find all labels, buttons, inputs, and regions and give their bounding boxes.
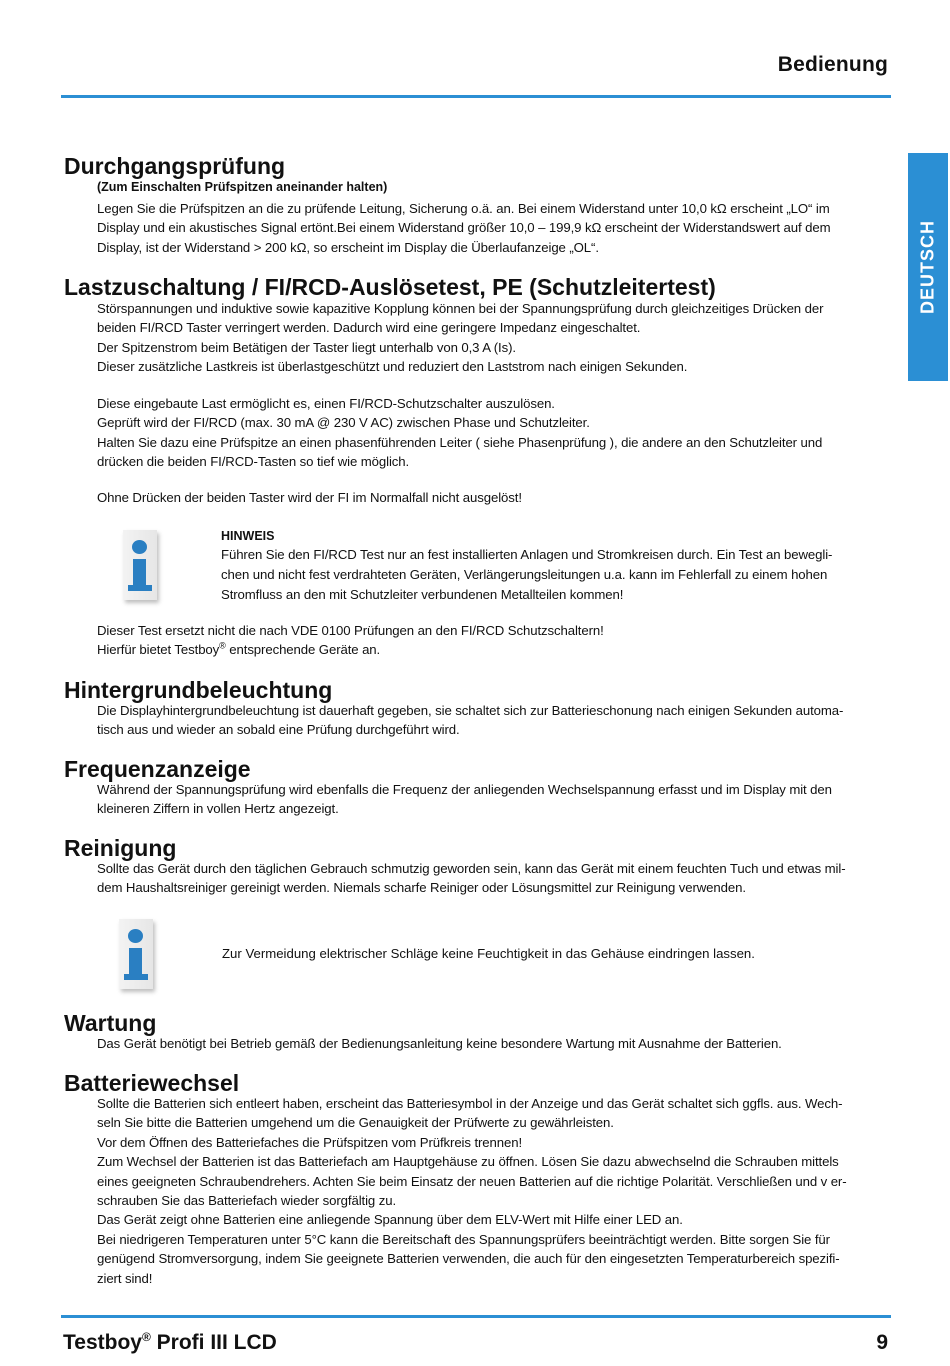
- paragraph-frequenz: Während der Spannungsprüfung wird ebenfalls die Frequenz der anliegenden Wechselspannung erfasst und im Display mit den kleineren Ziffern in vollen Hertz angezeigt.: [97, 782, 832, 817]
- footer-brand: Testboy: [63, 1331, 142, 1354]
- section-title-last: Lastzuschaltung / FI/RCD-Auslösetest, PE (Schutzleitertest): [64, 274, 716, 300]
- registered-mark: ®: [219, 640, 226, 651]
- footer-rule: [61, 1315, 891, 1318]
- note-text-reinigung: Zur Vermeidung elektrischer Schläge keine Feuchtigkeit in das Gehäuse eindringen lassen.: [222, 946, 755, 961]
- language-tab: [908, 153, 948, 381]
- page-number: 9: [876, 1331, 888, 1354]
- info-icon: [119, 919, 153, 989]
- note-text-fi-rcd: Führen Sie den FI/RCD Test nur an fest installierten Anlagen und Stromkreisen durch. Ein Test an bewegli- chen und nicht fest verdrahteten Geräten, Verlängerungsleitungen u.a. kann im Fehlerfall zu einem hohen Stromfluss an den mit Schutzleiter verbundenen Metallteilen kommen!: [221, 547, 833, 602]
- paragraph-last-5-a: Hierfür bietet Testboy: [97, 642, 220, 657]
- footer-registered-mark: ®: [141, 1330, 151, 1344]
- paragraph-reinigung: Sollte das Gerät durch den täglichen Gebrauch schmutzig geworden sein, kann das Gerät mit einem feuchten Tuch und etwas mil- dem Haushaltsreiniger gereinigt werden. Niemals scharfe Reiniger oder Lösungsmittel zur Reinigung verwenden.: [97, 861, 846, 896]
- section-subtitle-durchgang: (Zum Einschalten Prüfspitzen aneinander halten): [97, 180, 388, 194]
- footer-product-name: [63, 1331, 277, 1355]
- paragraph-last-5: [97, 640, 882, 659]
- paragraph-last-5-b: entsprechende Geräte an.: [225, 642, 381, 657]
- paragraph-wartung: Das Gerät benötigt bei Betrieb gemäß der Bedienungsanleitung keine besondere Wartung mit Ausnahme der Batterien.: [97, 1036, 782, 1051]
- section-title-wartung: Wartung: [64, 1010, 157, 1036]
- section-title-hintergrund: Hintergrundbeleuchtung: [64, 677, 333, 703]
- paragraph-durchgang: Legen Sie die Prüfspitzen an die zu prüfende Leitung, Sicherung o.ä. an. Bei einem Widerstand unter 10,0 kΩ erscheint „LO“ im Display und ein akustisches Signal ertönt.Bei einem Widerstand größer 10,0 – 199,9 kΩ erscheint der Widerstandswert auf dem Display, ist der Widerstand > 200 kΩ, so erscheint im Display die Überlaufanzeige „OL“.: [97, 201, 831, 255]
- header-rule: [61, 95, 891, 98]
- section-title-durchgang: Durchgangsprüfung: [64, 153, 286, 179]
- info-icon: [123, 530, 157, 600]
- footer-model: Profi III LCD: [150, 1331, 277, 1354]
- section-title-batterie: Batteriewechsel: [64, 1070, 240, 1096]
- note-title: HINWEIS: [221, 529, 275, 543]
- language-tab-label: DEUTSCH: [917, 219, 938, 315]
- section-title-reinigung: Reinigung: [64, 835, 177, 861]
- paragraph-hintergrund: Die Displayhintergrundbeleuchtung ist dauerhaft gegeben, sie schaltet sich zur Batterieschonung nach einigen Sekunden automa- tisch aus und wieder an sobald eine Prüfung durchgeführt wird.: [97, 703, 844, 738]
- section-title-frequenz: Frequenzanzeige: [64, 756, 251, 782]
- page-header-title: Bedienung: [777, 53, 888, 76]
- paragraph-last-2: Diese eingebaute Last ermöglicht es, einen FI/RCD-Schutzschalter auszulösen. Geprüft wird der FI/RCD (max. 30 mA @ 230 V AC) zwischen Phase und Schutzleiter. Halten Sie dazu eine Prüfspitze an einen phasenführenden Leiter ( siehe Phasenprüfung ), die andere an den Schutzleiter und drücken die beiden FI/RCD-Tasten so tief wie möglich.: [97, 396, 823, 470]
- paragraph-batterie: Sollte die Batterien sich entleert haben, erscheint das Batteriesymbol in der Anzeige und das Gerät schaltet sich ggfls. aus. Wech- seln Sie bitte die Batterien umgehend um die Genauigkeit der Prüfwerte zu gewährleisten. Vor dem Öffnen des Batteriefaches die Prüfspitzen vom Prüfkreis trennen! Zum Wechsel der Batterien ist das Batteriefach am Hauptgehäuse zu öffnen. Lösen Sie dazu abwechselnd die Schrauben mittels eines geeigneten Schraubendrehers. Achten Sie beim Einsatz der neuen Batterien auf die richtige Polarität. Verschließen und v er- schrauben Sie das Batteriefach wieder sorgfältig zu. Das Gerät zeigt ohne Batterien eine anliegende Spannung über dem ELV-Wert mit Hilfe einer LED an. Bei niedrigeren Temperaturen unter 5°C kann die Bereitschaft des Spannungsprüfers beeinträchtigt werden. Bitte sorgen Sie für genügend Stromversorgung, indem Sie geeignete Batterien verwenden, die auch für den eingesetzten Temperaturbereich spezifi- ziert sind!: [97, 1096, 847, 1286]
- paragraph-last-1: Störspannungen und induktive sowie kapazitive Kopplung können bei der Spannungsprüfung durch gleichzeitiges Drücken der beiden FI/RCD Taster verringert werden. Dadurch wird eine geringere Impedanz eingeschaltet. Der Spitzenstrom beim Betätigen der Taster liegt unterhalb von 0,3 A (Is). Dieser zusätzliche Lastkreis ist überlastgeschützt und reduziert den Laststrom nach einigen Sekunden.: [97, 301, 824, 375]
- paragraph-last-3: Ohne Drücken der beiden Taster wird der FI im Normalfall nicht ausgelöst!: [97, 490, 522, 505]
- paragraph-last-4: Dieser Test ersetzt nicht die nach VDE 0100 Prüfungen an den FI/RCD Schutzschaltern!: [97, 623, 604, 638]
